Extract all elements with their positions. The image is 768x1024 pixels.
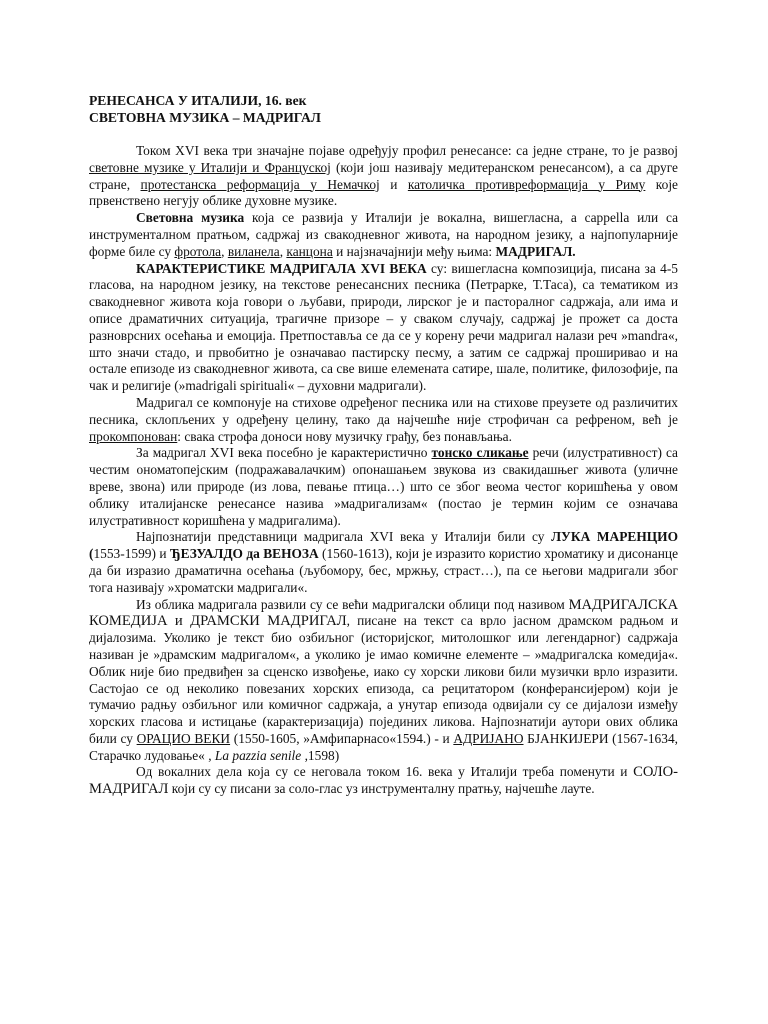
text: Из облика мадригала развили су се већи мадригалски облици под називом — [136, 596, 569, 612]
text: За мадригал XVI века посебно је карактеристично — [136, 445, 432, 461]
underlined-term: прокомпонован — [89, 428, 178, 444]
paragraph-8 — [89, 764, 678, 798]
document-body — [89, 92, 678, 798]
text: , — [279, 243, 287, 259]
title-line-1: РЕНЕСАНСА У ИТАЛИЈИ, 16. век — [89, 93, 307, 108]
paragraph-5 — [89, 445, 678, 529]
italic-term: La pazzia senile — [214, 747, 302, 763]
underlined-term: фротола — [174, 243, 222, 259]
large-term: СОЛО-МАДРИГАЛ — [89, 764, 678, 798]
text: која се развија у Италији је вокална, вишегласна, a cappella или са инструменталном пратњом, садржај из свакодневног живота, на народном језику, а најпопуларније форме биле су — [89, 210, 679, 259]
text: који су су писани за соло-глас уз инструменталну пратњу, најчешће лауте. — [168, 781, 595, 797]
paragraph-6 — [89, 529, 678, 596]
text: (који још називају медитеранском ренесансом), а са друге стране, — [89, 159, 678, 192]
text: које првенствено негују облике духовне музике. — [89, 176, 678, 209]
text: БЈАНКИЈЕРИ (1567-1634, Старачко лудовање« , — [89, 730, 678, 763]
paragraph-2 — [89, 210, 678, 260]
underlined-term: католичка противреформација у Риму — [407, 176, 646, 192]
text: и — [379, 176, 408, 192]
bold-underlined-term: тонско сликање — [431, 445, 529, 461]
text: : свака строфа доноси нову музичку грађу, без понављања. — [177, 428, 512, 444]
paragraph-7 — [89, 597, 678, 765]
bold-term: МАДРИГАЛ. — [495, 243, 576, 259]
bold-term: ЛУКА МАРЕНЦИО ( — [89, 529, 678, 562]
large-term: МАДРИГАЛСКА КОМЕДИЈА и ДРАМСКИ МАДРИГАЛ — [89, 596, 678, 630]
text: и најзначајнији међу њима: — [332, 243, 496, 259]
text: , — [221, 243, 228, 259]
underlined-term: канцона — [286, 243, 333, 259]
underlined-term: виланела — [227, 243, 280, 259]
text: су: вишегласна композиција, писана за 4-5 гласова, на народном језику, на текстове ренесансних песника (Петрарке, Т.Таса), са тематиком из свакодневног живота која говори о љубави, природи, лирског је и пасторалног садржаја, али има и описе драматичних ситуација, трагичне призоре – у сваком случају, садржај је прожет са доста разноврсних осећања и емоција. Претпоставља се да се у корену речи мадригал налази реч »mandra«, што значи стадо, и првобитно је означавао пастирску песму, а затим се садржај проширивао и на остале епизоде из свакодневног живота, са све више елемената сатире, шале, политике, филозофије, па чак и религије (»madrigali spirituali« – духовни мадригали). — [89, 260, 678, 394]
text: речи (илустративност) са честим ономатопејским (подражавалачким) опонашањем звукова из свакидашњег живота (уличне вреве, звона) или природе (из лова, певање птица…) што се због веома честог коришћења у овом облику италијанске ренесансе назива »мадригализам« (постао је термин којим се означава илустративност коришћена у мадригалима). — [89, 445, 678, 528]
paragraph-4 — [89, 395, 678, 445]
text: Мадригал се компонује на стихове одређеног песника или на стихове преузете од различитих песника, склопљених у одређену целину, тако да најчешће није строфичан са рефреном, већ је — [89, 394, 678, 427]
paragraph-1 — [89, 143, 678, 210]
text: 1553-1599) и — [93, 546, 170, 562]
bold-term: Световна музика — [136, 210, 245, 226]
text: (1560-1613), који је изразито користио хроматику и дисонанце да би изразио драматична осећања (љубомору, бес, мржњу, страст…), па се његови мадригали због тога називају »хроматски мадригали«. — [89, 546, 679, 595]
bold-term: КАРАКТЕРИСТИКЕ МАДРИГАЛА XVI ВЕКА — [136, 260, 427, 276]
title-line-2: СВЕТОВНА МУЗИКА – МАДРИГАЛ — [89, 110, 321, 125]
underlined-term: ОРАЦИО ВЕКИ — [136, 730, 231, 746]
text: Најпознатији представници мадригала XVI века у Италији били су — [136, 529, 552, 545]
underlined-term: протестанска реформација у Немачкој — [140, 176, 380, 192]
paragraph-3 — [89, 261, 678, 395]
text: Од вокалних дела која су се неговала током 16. века у Италији треба поменути и — [136, 764, 634, 780]
bold-term: ЂЕЗУАЛДО да ВЕНОЗА — [169, 546, 319, 562]
underlined-term: световне музике у Италији и Француској — [89, 159, 331, 175]
text: (1550-1605, »Амфипарнасо«1594.) - и — [230, 730, 454, 746]
text: , писане на текст са врло јасном драмском радњом и дијалозима. Уколико је текст био озбиљног (историјског, митолошког или легендарног) садржаја називан је »драмским мадригалом«, а уколико је имао комичне елементе – »мадригалска комедија«. Облик није био предвиђен за сценско извођење, иако су хорски ликови били музички врло изразити. Састојао се од неколико повезаних хорских епизода, са рецитатором (конферансијером) који је тумачио радњу озбиљног или комичног садржаја, а унутар епизода одвијали су се дијалози између хорских гласова и истицање (карактеризација) појединих ликова. Најпознатији аутори ових облика били су — [89, 613, 679, 746]
text: Током XVI века три значајне појаве одређују профил ренесансе: са једне стране, то је развој — [136, 143, 678, 158]
text: ,1598) — [301, 747, 340, 763]
underlined-term: АДРИЈАНО — [453, 730, 524, 746]
